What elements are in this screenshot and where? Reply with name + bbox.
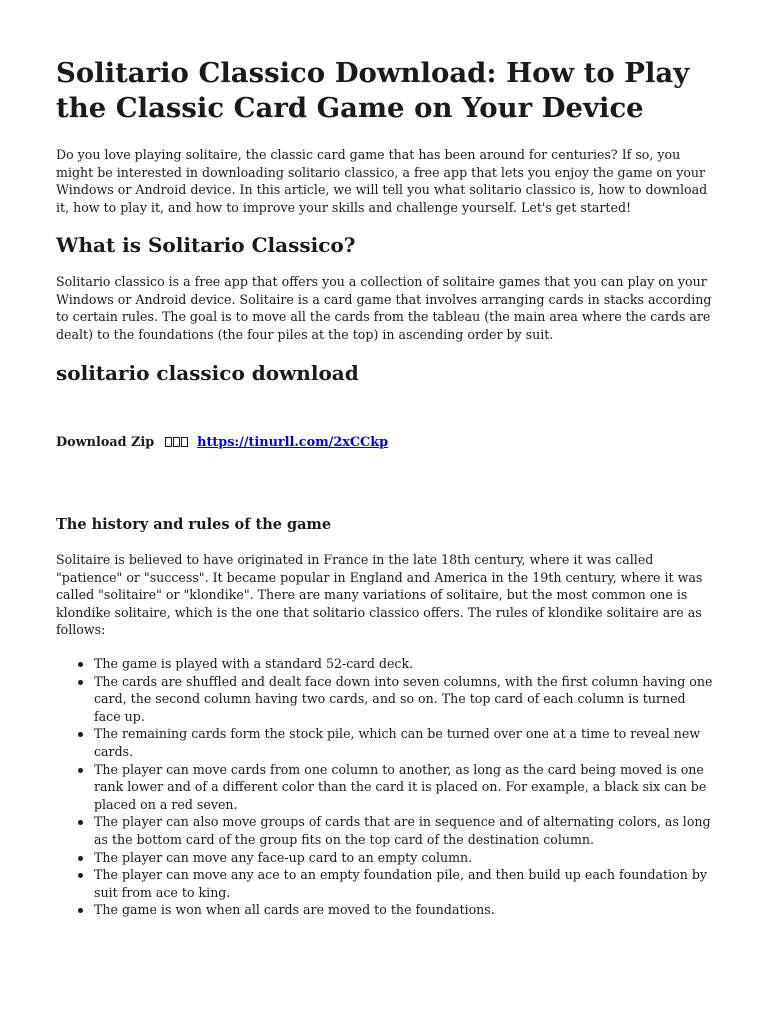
history-paragraph: Solitaire is believed to have originated in France in the late 18th century, where it was called "patience" or "success". It became popular in England and America in the 19th century, where it was called "solitaire" or "klondike". There are many variations of solitaire, but the most common one is klondike solitaire, which is the one that solitario classico offers. The rules of klondike solitaire are as follows: — [56, 552, 703, 638]
list-item: The player can move cards from one column to another, as long as the card being moved is one rank lower and of a different color than the card it is placed on. For example, a black six can be placed on a red seven. — [56, 761, 716, 814]
what-is-paragraph: Solitario classico is a free app that offers you a collection of solitaire games that you can play on your Windows or Android device. Solitaire is a card game that involves arranging cards in stacks according to certain rules. The goal is to move all the cards from the tableau (the main area where the cards are dealt) to the foundations (the four piles at the top) in ascending order by suit. — [56, 274, 712, 342]
list-item: The player can move any ace to an empty foundation pile, and then build up each foundation by suit from ace to king. — [56, 866, 716, 901]
list-item: The player can move any face-up card to an empty column. — [56, 849, 716, 867]
page-title: Solitario Classico Download: How to Play the Classic Card Game on Your Device — [56, 57, 690, 124]
list-item: The cards are shuffled and dealt face down into seven columns, with the first column having one card, the second column having two cards, and so on. The top card of each column is turned face up. — [56, 673, 716, 726]
download-link[interactable]: https://tinurll.com/2xCCkp — [197, 435, 389, 450]
heading-download: solitario classico download — [56, 361, 359, 385]
download-label: Download Zip — [56, 435, 155, 450]
list-item: The player can also move groups of cards that are in sequence and of alternating colors, as long as the bottom card of the group fits on the top card of the destination column. — [56, 813, 716, 848]
list-item: The game is played with a standard 52-card deck. — [56, 655, 716, 673]
heading-what-is: What is Solitario Classico? — [56, 233, 356, 257]
heading-history: The history and rules of the game — [56, 516, 332, 533]
intro-paragraph: Do you love playing solitaire, the classic card game that has been around for centuries? If so, you might be interested in downloading solitario classico, a free app that lets you enjoy the game on your Windows or Android device. In this article, we will tell you what solitario classico is, how to download it, how to play it, and how to improve your skills and challenge yourself. Let's get started! — [56, 147, 708, 215]
download-line — [56, 434, 388, 452]
rules-list — [56, 655, 716, 919]
list-item: The remaining cards form the stock pile, which can be turned over one at a time to reveal new cards. — [56, 725, 716, 760]
missing-glyph-icon — [165, 435, 189, 450]
list-item: The game is won when all cards are moved to the foundations. — [56, 901, 716, 919]
